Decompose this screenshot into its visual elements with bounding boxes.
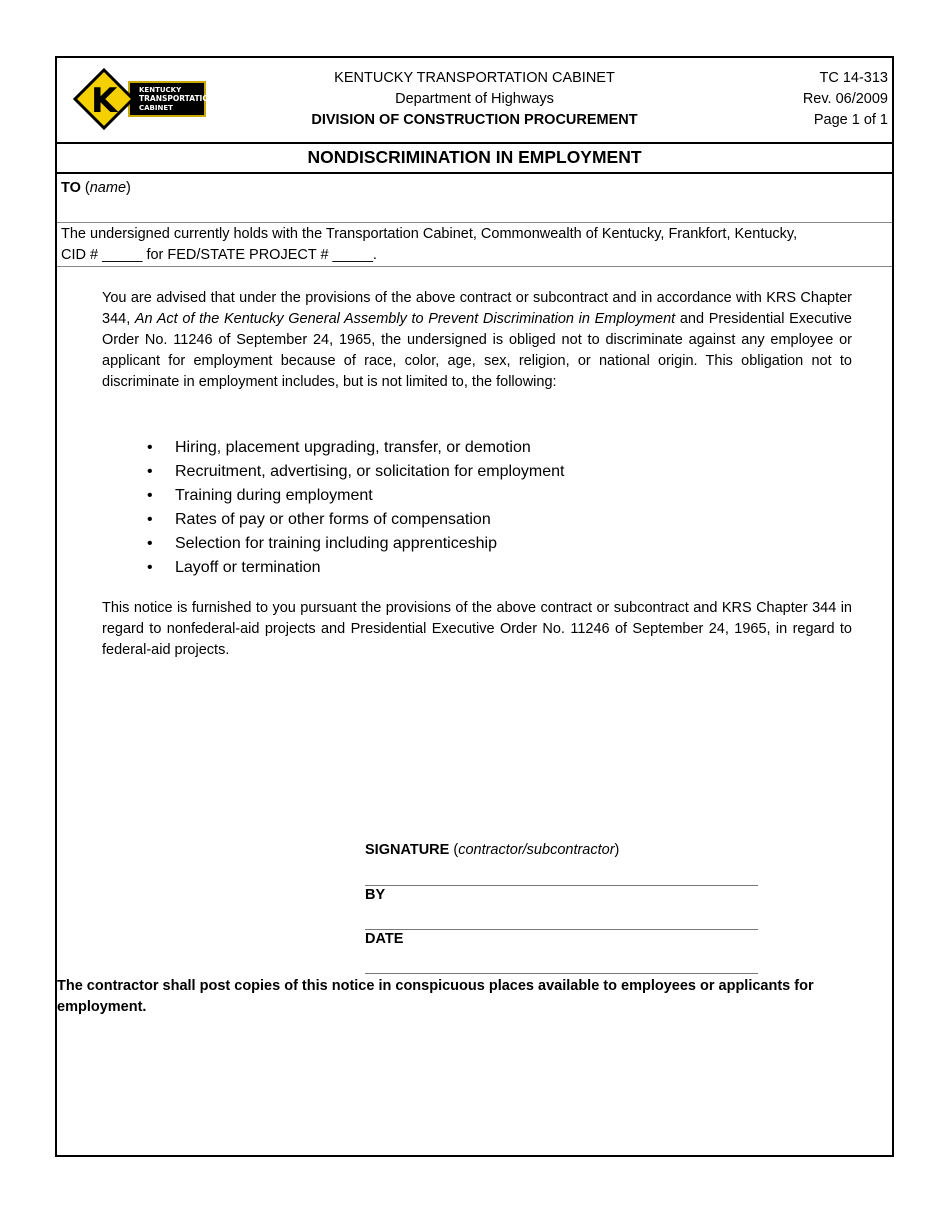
posting-notice: The contractor shall post copies of this notice in conspicuous places available to employees or applicants for employment. xyxy=(57,978,814,1015)
list-item xyxy=(147,508,565,532)
division-name: DIVISION OF CONSTRUCTION PROCUREMENT xyxy=(311,112,638,128)
page-number: Page 1 of 1 xyxy=(813,112,888,128)
form-title: NONDISCRIMINATION IN EMPLOYMENT xyxy=(307,147,642,167)
form-frame xyxy=(55,56,894,1157)
logo-text-3: CABINET xyxy=(139,104,173,112)
bullet-icon: • xyxy=(147,439,153,456)
to-field[interactable]: TO (name) xyxy=(61,180,131,196)
list-item xyxy=(147,484,565,508)
holds-line-1: The undersigned currently holds with the Transportation Cabinet, Commonwealth of Kentucky, Frankfort, Kentucky, xyxy=(61,226,798,242)
list-item-text: Layoff or termination xyxy=(175,559,321,576)
logo-letter: K xyxy=(91,81,118,121)
agency-name: KENTUCKY TRANSPORTATION CABINET xyxy=(334,70,615,86)
list-item-text: Rates of pay or other forms of compensation xyxy=(175,511,491,528)
form-header xyxy=(57,58,892,142)
holds-line-2[interactable]: CID # _____ for FED/STATE PROJECT # _____. xyxy=(61,247,377,263)
signature-line[interactable] xyxy=(365,885,758,886)
list-item xyxy=(147,556,565,580)
advisory-paragraph xyxy=(102,288,852,393)
form-id-block xyxy=(803,68,888,131)
to-hint: name xyxy=(89,180,127,196)
bullet-icon: • xyxy=(147,559,153,576)
signature-label-text: SIGNATURE xyxy=(365,842,450,858)
list-item-text: Training during employment xyxy=(175,487,373,504)
notice-paragraph: This notice is furnished to you pursuant the provisions of the above contract or subcontract and KRS Chapter 344 in regard to nonfederal-aid projects and Presidential Executive Order No. 11246 of September 24, 1965, in regard to federal-aid projects. xyxy=(102,600,852,658)
to-label: TO xyxy=(61,180,81,196)
form-revision: Rev. 06/2009 xyxy=(802,91,888,107)
advisory-text-2: and Presidential Executive Order No. 11246 of September 24, 1965, the undersigned is obliged not to discriminate against any employee or applicant for employment because of race, color, age, sex, religion, or national origin. This obligation not to discriminate in employment includes, but is not limited to, the following: xyxy=(102,311,852,390)
signature-hint: contractor/subcontractor xyxy=(458,842,615,858)
by-label: BY xyxy=(365,887,386,903)
bullet-icon: • xyxy=(147,487,153,504)
form-number: TC 14-313 xyxy=(819,70,888,86)
date-line[interactable] xyxy=(365,973,758,974)
list-item xyxy=(147,436,565,460)
list-item-text: Hiring, placement upgrading, transfer, or demotion xyxy=(175,439,531,456)
by-line[interactable] xyxy=(365,929,758,930)
date-label: DATE xyxy=(365,931,404,947)
obligations-list xyxy=(147,436,565,580)
signature-label: SIGNATURE (contractor/subcontractor) xyxy=(365,842,620,858)
logo-text-1: KENTUCKY xyxy=(139,86,182,94)
title-bar xyxy=(57,142,892,174)
holds-statement xyxy=(61,224,881,266)
act-title: An Act of the Kentucky General Assembly to Prevent Discrimination in Employment xyxy=(134,311,676,327)
divider xyxy=(57,222,892,223)
list-item xyxy=(147,460,565,484)
list-item-text: Selection for training including apprenticeship xyxy=(175,535,497,552)
department-name: Department of Highways xyxy=(395,91,554,107)
list-item-text: Recruitment, advertising, or solicitation for employment xyxy=(175,463,565,480)
agency-block xyxy=(57,68,892,131)
advisory-text-1: You are advised that under the provisions of the above contract or subcontract and in accordance with KRS Chapter 344, xyxy=(102,290,852,327)
list-item xyxy=(147,532,565,556)
logo-text-2: TRANSPORTATION xyxy=(139,94,215,103)
bullet-icon: • xyxy=(147,511,153,528)
bullet-icon: • xyxy=(147,463,153,480)
divider xyxy=(57,266,892,267)
bullet-icon: • xyxy=(147,535,153,552)
